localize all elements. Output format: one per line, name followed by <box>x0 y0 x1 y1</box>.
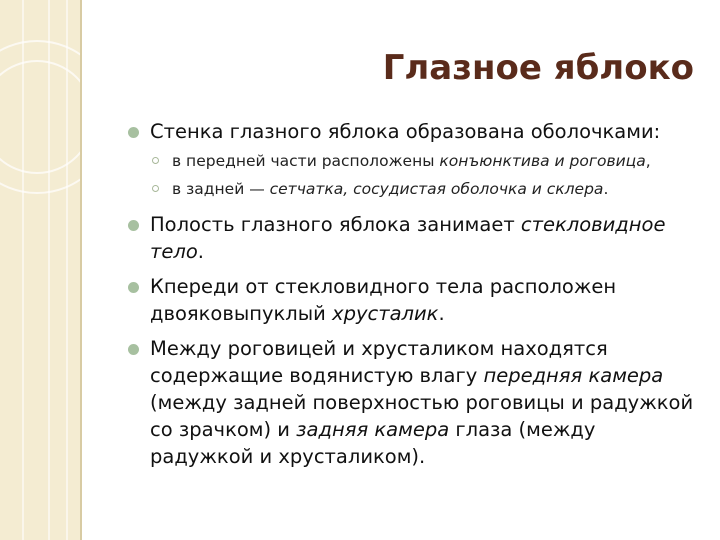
bullet-suffix: . <box>197 240 204 263</box>
bullet-emphasis-posterior: задняя камера <box>296 418 450 441</box>
bullet-text: Стенка глазного яблока образована оболочками: <box>150 120 661 143</box>
bullet-dot-icon <box>128 127 139 138</box>
bullet-text: Полость глазного яблока занимает <box>150 213 521 236</box>
sub-bullet-text: в передней части расположены <box>172 152 440 170</box>
sub-bullet-text: в задней — <box>172 180 270 198</box>
bullet-chambers <box>128 335 698 470</box>
bullet-wall <box>128 118 698 145</box>
bullet-suffix: глаза (между радужкой и хрусталиком). <box>150 418 596 468</box>
bullet-cavity <box>128 211 698 265</box>
bullet-emphasis: хрусталик <box>332 302 439 325</box>
bullet-suffix: . <box>438 302 445 325</box>
sub-bullet-back <box>128 177 698 201</box>
sub-bullet-front <box>128 149 698 173</box>
slide-title: Глазное яблоко <box>382 48 694 88</box>
side-panel-edge <box>80 0 82 540</box>
bullet-text-mid: (между задней поверхностью роговицы и радужкой со зрачком) и <box>150 391 694 441</box>
bullet-emphasis: стекловидное тело <box>150 213 666 263</box>
sub-bullet-emphasis: конъюнктива и роговица <box>439 152 646 170</box>
bullet-dot-icon <box>128 220 139 231</box>
bullet-lens <box>128 273 698 327</box>
sub-bullet-emphasis: сетчатка, сосудистая оболочка и склера <box>269 180 604 198</box>
decorative-side-panel <box>0 0 80 540</box>
sub-bullet-suffix: . <box>603 180 609 198</box>
slide-content <box>128 118 698 470</box>
bullet-emphasis-anterior: передняя камера <box>483 364 664 387</box>
bullet-text: Кпереди от стекловидного тела расположен двояковыпуклый <box>150 275 617 325</box>
sub-bullet-ring-icon <box>152 185 159 192</box>
bullet-text: Между роговицей и хрусталиком находятся содержащие водянистую влагу <box>150 337 608 387</box>
bullet-dot-icon <box>128 344 139 355</box>
sub-bullet-suffix: , <box>645 152 651 170</box>
bullet-dot-icon <box>128 282 139 293</box>
sub-bullet-ring-icon <box>152 157 159 164</box>
